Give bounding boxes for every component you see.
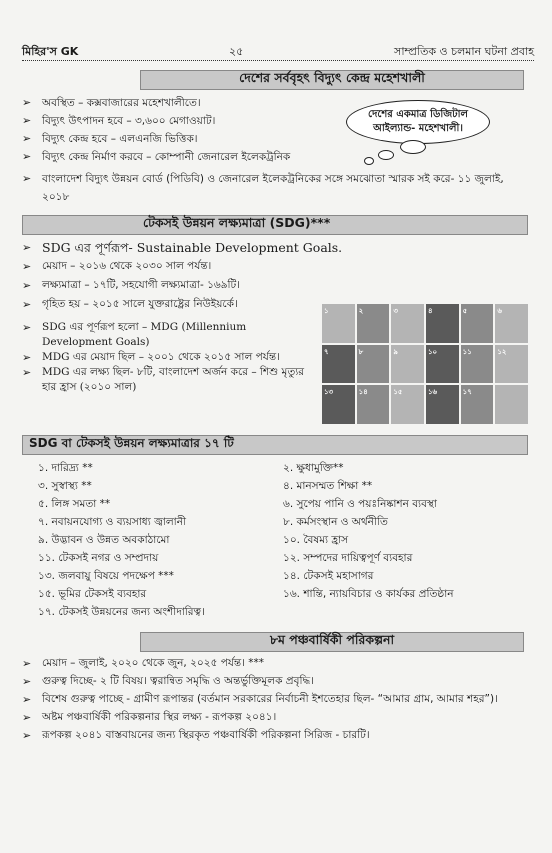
- thought-bubble-2: [378, 150, 394, 160]
- tile-number: ১৬: [428, 388, 438, 397]
- list-item: ➢ বিদ্যুৎ উৎপাদন হবে – ৩,৬০০ মেগাওয়াট।: [22, 112, 352, 130]
- list-item: ➢ গুরুত্ব দিচ্ছে- ২ টি বিষয়। ত্বরান্বিত সমৃদ্ধি ও অন্তর্ভুক্তিমূলক প্রবৃদ্ধি।: [22, 674, 528, 689]
- callout-bubble: [346, 100, 490, 144]
- list-item: ➢ বিদ্যুৎ কেন্দ্র নির্মাণ করবে – কোম্পানী জেনারেল ইলেকট্রনিক: [22, 148, 362, 166]
- sdg-tile: [461, 385, 494, 424]
- goal-item: ১৩. জলবায়ু বিষয়ে পদক্ষেপ ***: [38, 570, 174, 582]
- sdg-tile: [426, 304, 459, 343]
- list-item: ➢ MDG এর মেয়াদ ছিল – ২০০১ থেকে ২০১৫ সাল পর্যন্ত।: [22, 350, 317, 365]
- callout-line-1: দেশের একমাত্র ডিজিটাল: [368, 109, 468, 120]
- goal-item: ৩. সুস্বাস্থ্য **: [38, 480, 92, 492]
- sdg-tile: [495, 304, 528, 343]
- thought-bubble-1: [400, 140, 426, 154]
- list-item: ➢ লক্ষ্যমাত্রা – ১৭টি, সহযোগী লক্ষ্যমাত্রা- ১৬৯টি।: [22, 276, 382, 295]
- sdg-tile: [391, 345, 424, 384]
- goal-item: ১০. বৈষম্য হ্রাস: [283, 534, 349, 546]
- sdg-list-top: [22, 238, 382, 314]
- goals-heading: [22, 435, 528, 455]
- list-item: ➢ গৃহিত হয় – ২০১৫ সালে যুক্তরাষ্ট্রের নিউইয়র্কে।: [22, 295, 332, 314]
- tile-number: ১১: [462, 347, 472, 356]
- tile-number: ৮: [358, 347, 364, 356]
- brand-title: মিহির'স GK: [22, 44, 79, 58]
- goal-item: ৭. নবায়নযোগ্য ও ব্যয়সাধ্য জ্বালানী: [38, 516, 186, 528]
- goal-item: ১. দারিদ্র্য **: [38, 462, 93, 474]
- plan-heading: [140, 632, 524, 652]
- goals-heading-text: SDG বা টেকসই উন্নয়ন লক্ষ্যমাত্রার ১৭ টি: [29, 436, 234, 450]
- sdg-tile: [322, 385, 355, 424]
- sdg-goals-image: [322, 304, 528, 424]
- goal-item: ১১. টেকসই নগর ও সম্প্রদায়: [38, 552, 159, 564]
- list-item: ➢ SDG এর পূর্ণরূপ হলো – MDG (Millennium Development Goals): [22, 320, 317, 350]
- callout-line-2: আইল্যান্ড- মহেশখালী।: [373, 123, 463, 134]
- tile-number: ৭: [324, 347, 329, 356]
- list-item: ➢ মেয়াদ – ২০১৬ থেকে ২০৩০ সাল পর্যন্ত।: [22, 257, 382, 276]
- goal-item: ১৪. টেকসই মহাসাগর: [283, 570, 374, 582]
- goal-item: ৮. কর্মসংস্থান ও অর্থনীতি: [283, 516, 388, 528]
- list-item: ➢ অবস্থিত – কক্সবাজারের মহেশখালীতে।: [22, 94, 352, 112]
- page-header: [22, 44, 534, 61]
- list-item: ➢ MDG এর লক্ষ্য ছিল- ৮টি, বাংলাদেশ অর্জন করে – শিশু মৃত্যুর হার হ্রাস (২০১০ সাল): [22, 365, 317, 395]
- tile-number: ৪: [428, 307, 433, 315]
- list-item: ➢ বিশেষ গুরুত্ব পাচ্ছে - গ্রামীণ রূপান্তর (বর্তমান সরকারের নির্বাচনী ইশতেহার ছিল- “আমার গ্রাম, আমার শহর”)।: [22, 692, 528, 707]
- power-list-2: [22, 170, 528, 206]
- sdg-heading: [22, 215, 528, 235]
- list-item: ➢ রূপকল্প ২০৪১ বাস্তবায়নের জন্য স্থিরকৃত পঞ্চবার্ষিকী পরিকল্পনা সিরিজ - চারটি।: [22, 728, 528, 743]
- tile-number: ১৭: [462, 388, 472, 397]
- goal-item: ১৫. ভূমির টেকসই ব্যবহার: [38, 588, 147, 600]
- tile-number: ১২: [497, 347, 507, 356]
- page-number: ২৫: [229, 44, 244, 58]
- tile-number: ১৫: [393, 388, 403, 397]
- sdg-tile: [357, 304, 390, 343]
- power-heading-text: দেশের সর্ববৃহৎ বিদ্যুৎ কেন্দ্র মহেশখালী: [239, 70, 425, 85]
- goal-item: ৪. মানসম্মত শিক্ষা **: [283, 480, 373, 492]
- sdg-tile: [495, 345, 528, 384]
- list-item: ➢ বাংলাদেশ বিদ্যুৎ উন্নয়ন বোর্ড (পিডিবি) ও জেনারেল ইলেকট্রনিকের সঙ্গে সমঝোতা স্মারক সই করে- ১১ জুলাই, ২০১৮: [22, 170, 528, 206]
- sdg-list-bottom: [22, 320, 317, 395]
- goal-item: ১২. সম্পদের দায়িত্বপূর্ণ ব্যবহার: [283, 552, 413, 564]
- goal-item: ১৬. শান্তি, ন্যায়বিচার ও কার্যকর প্রতিষ্ঠান: [283, 588, 454, 600]
- sdg-tile: [426, 345, 459, 384]
- goal-item: [283, 603, 528, 621]
- goal-item: ৬. সুপেয় পানি ও পয়ঃনিষ্কাশন ব্যবস্থা: [283, 498, 437, 510]
- sdg-tile: [461, 304, 494, 343]
- list-item: ➢ বিদ্যুৎ কেন্দ্র হবে – এলএনজি ভিত্তিক।: [22, 130, 352, 148]
- thought-bubble-3: [364, 157, 374, 165]
- goal-item: ২. ক্ষুধামুক্তি**: [283, 462, 344, 474]
- tile-number: ১৪: [358, 388, 368, 397]
- goal-item: ৯. উদ্ভাবন ও উন্নত অবকাঠামো: [38, 534, 170, 546]
- tile-number: ৫: [462, 307, 468, 315]
- tile-number: ১৩: [324, 388, 334, 397]
- tile-number: ১: [324, 307, 329, 315]
- sdg-tile: [391, 385, 424, 424]
- list-item: ➢ SDG এর পূর্ণরূপ- Sustainable Development Goals.: [22, 238, 442, 257]
- goal-item: ১৭. টেকসই উন্নয়নের জন্য অংশীদারিত্ব।: [38, 606, 205, 618]
- sdg-tile: [357, 345, 390, 384]
- list-item: ➢ অষ্টম পঞ্চবার্ষিকী পরিকল্পনার স্থির লক্ষ্য - রূপকল্প ২০৪১।: [22, 710, 528, 725]
- tile-number: ৯: [393, 347, 398, 356]
- power-list: [22, 94, 352, 166]
- sdg-tile: [391, 304, 424, 343]
- tile-number: [495, 385, 499, 387]
- goal-item: ৫. লিঙ্গ সমতা **: [38, 498, 111, 510]
- sdg-tile: [426, 385, 459, 424]
- power-heading: [140, 70, 524, 90]
- sdg-tile: [495, 385, 528, 424]
- sdg-heading-text: টেকসই উন্নয়ন লক্ষ্যমাত্রা (SDG)***: [143, 215, 331, 230]
- tile-number: ১০: [428, 347, 438, 356]
- list-item: ➢ মেয়াদ – জুলাই, ২০২০ থেকে জুন, ২০২৫ পর্যন্ত। ***: [22, 656, 528, 671]
- tile-number: ৩: [393, 307, 398, 315]
- goals-list: [38, 459, 528, 621]
- sdg-tile: [322, 345, 355, 384]
- plan-list: [22, 656, 528, 743]
- tile-number: ৬: [497, 307, 502, 315]
- plan-heading-text: ৮ম পঞ্চবার্ষিকী পরিকল্পনা: [269, 632, 395, 647]
- section-title: সাম্প্রতিক ও চলমান ঘটনা প্রবাহ: [394, 44, 534, 58]
- tile-number: ২: [358, 307, 364, 315]
- sdg-tile: [322, 304, 355, 343]
- sdg-tile: [461, 345, 494, 384]
- sdg-tile: [357, 385, 390, 424]
